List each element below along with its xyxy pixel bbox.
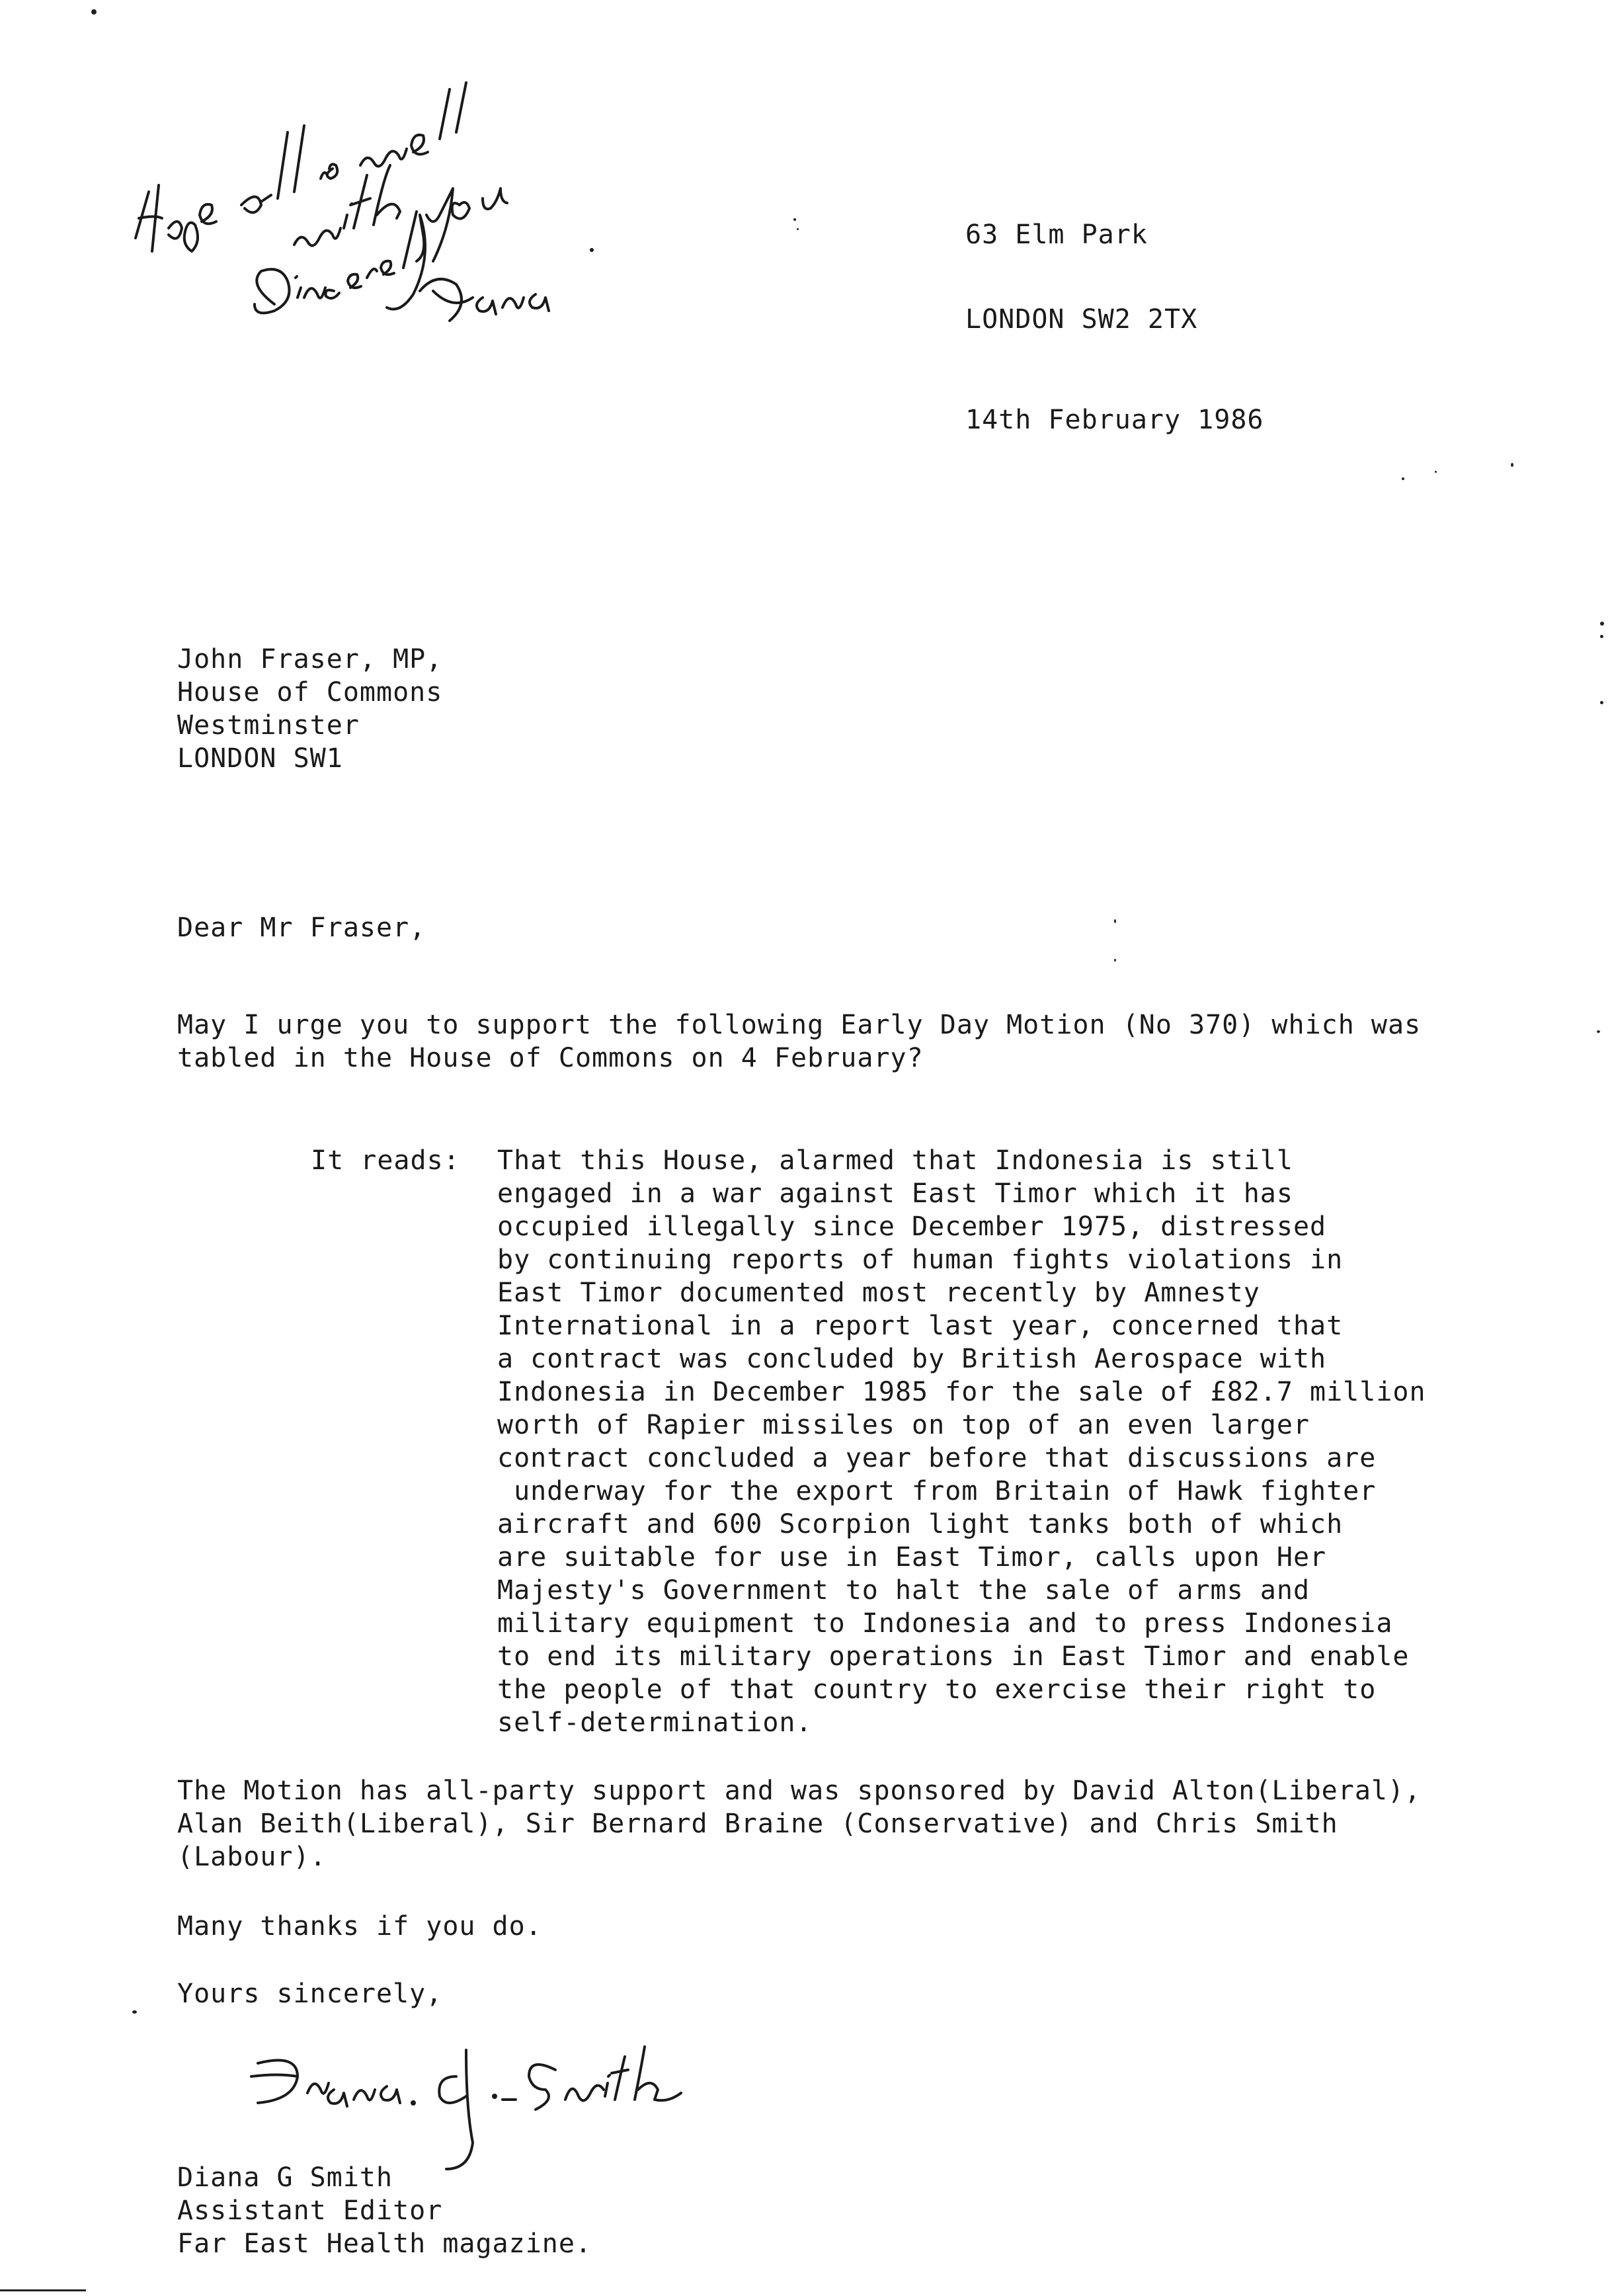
motion-line: International in a report last year, concerned that (497, 1311, 1344, 1341)
letter-date: 14th February 1986 (965, 405, 1264, 435)
support-line: (Labour). (177, 1842, 327, 1872)
sender-city: LONDON SW2 2TX (965, 304, 1198, 335)
motion-line: a contract was concluded by British Aerospace with (497, 1344, 1327, 1374)
scan-speck (1435, 471, 1437, 473)
scan-speck (1597, 1030, 1600, 1033)
scan-speck (91, 9, 97, 15)
recipient-line: House of Commons (177, 677, 443, 708)
motion-text (497, 1144, 1426, 1739)
recipient-address (177, 643, 442, 775)
motion-line: worth of Rapier missiles on top of an even larger (497, 1410, 1310, 1440)
signatory-name: Diana G Smith (177, 2162, 393, 2193)
scan-speck (797, 228, 799, 230)
scan-edge-line (0, 2289, 86, 2291)
scan-speck (793, 218, 796, 221)
scan-speck (1600, 635, 1603, 638)
motion-line: contract concluded a year before that discussions are (497, 1443, 1377, 1473)
motion-line: Majesty's Government to halt the sale of arms and (497, 1575, 1310, 1606)
support-line: The Motion has all-party support and was sponsored by David Alton(Liberal), (177, 1776, 1422, 1806)
scan-speck (1114, 919, 1116, 923)
recipient-line: John Fraser, MP, (177, 644, 443, 675)
motion-line: That this House, alarmed that Indonesia is still (497, 1145, 1293, 1176)
signatory-block (177, 2161, 592, 2260)
intro-line: May I urge you to support the following Early Day Motion (No 370) which was (177, 1010, 1422, 1040)
sender-street: 63 Elm Park (965, 220, 1148, 250)
salutation: Dear Mr Fraser, (177, 913, 426, 943)
motion-line: by continuing reports of human fights violations in (497, 1245, 1344, 1275)
motion-line: are suitable for use in East Timor, calls upon Her (497, 1542, 1327, 1573)
motion-label: It reads: (311, 1145, 460, 1176)
motion-line: East Timor documented most recently by Amnesty (497, 1278, 1260, 1308)
motion-line: occupied illegally since December 1975, distressed (497, 1211, 1327, 1242)
scan-speck (1402, 477, 1404, 480)
motion-line: self-determination. (497, 1707, 813, 1738)
support-paragraph (177, 1774, 1421, 1873)
signatory-organisation: Far East Health magazine. (177, 2229, 592, 2259)
handwritten-signature (245, 2037, 760, 2169)
signatory-title: Assistant Editor (177, 2195, 443, 2226)
recipient-line: LONDON SW1 (177, 743, 343, 774)
motion-line: underway for the export from Britain of Hawk fighter (497, 1476, 1377, 1506)
motion-line: to end its military operations in East Timor and enable (497, 1641, 1410, 1672)
scan-speck (1600, 622, 1604, 626)
handwritten-note (122, 86, 625, 384)
signature-drawing (245, 2037, 760, 2169)
scan-speck (1511, 463, 1513, 467)
closing-line: Yours sincerely, (177, 1979, 443, 2009)
recipient-line: Westminster (177, 710, 360, 741)
intro-line: tabled in the House of Commons on 4 February? (177, 1043, 924, 1073)
motion-line: military equipment to Indonesia and to press Indonesia (497, 1608, 1393, 1639)
thanks-line: Many thanks if you do. (177, 1911, 542, 1942)
scan-speck (1600, 701, 1603, 704)
intro-paragraph (177, 1008, 1421, 1075)
motion-line: the people of that country to exercise their right to (497, 1674, 1377, 1705)
support-line: Alan Beith(Liberal), Sir Bernard Braine (Conservative) and Chris Smith (177, 1809, 1338, 1839)
handwritten-note-drawing (122, 86, 625, 384)
motion-line: aircraft and 600 Scorpion light tanks both of which (497, 1509, 1344, 1539)
motion-line: Indonesia in December 1985 for the sale of £82.7 million (497, 1377, 1426, 1407)
scan-speck (132, 2010, 137, 2014)
motion-line: engaged in a war against East Timor which it has (497, 1178, 1293, 1209)
scan-speck (1114, 959, 1116, 962)
